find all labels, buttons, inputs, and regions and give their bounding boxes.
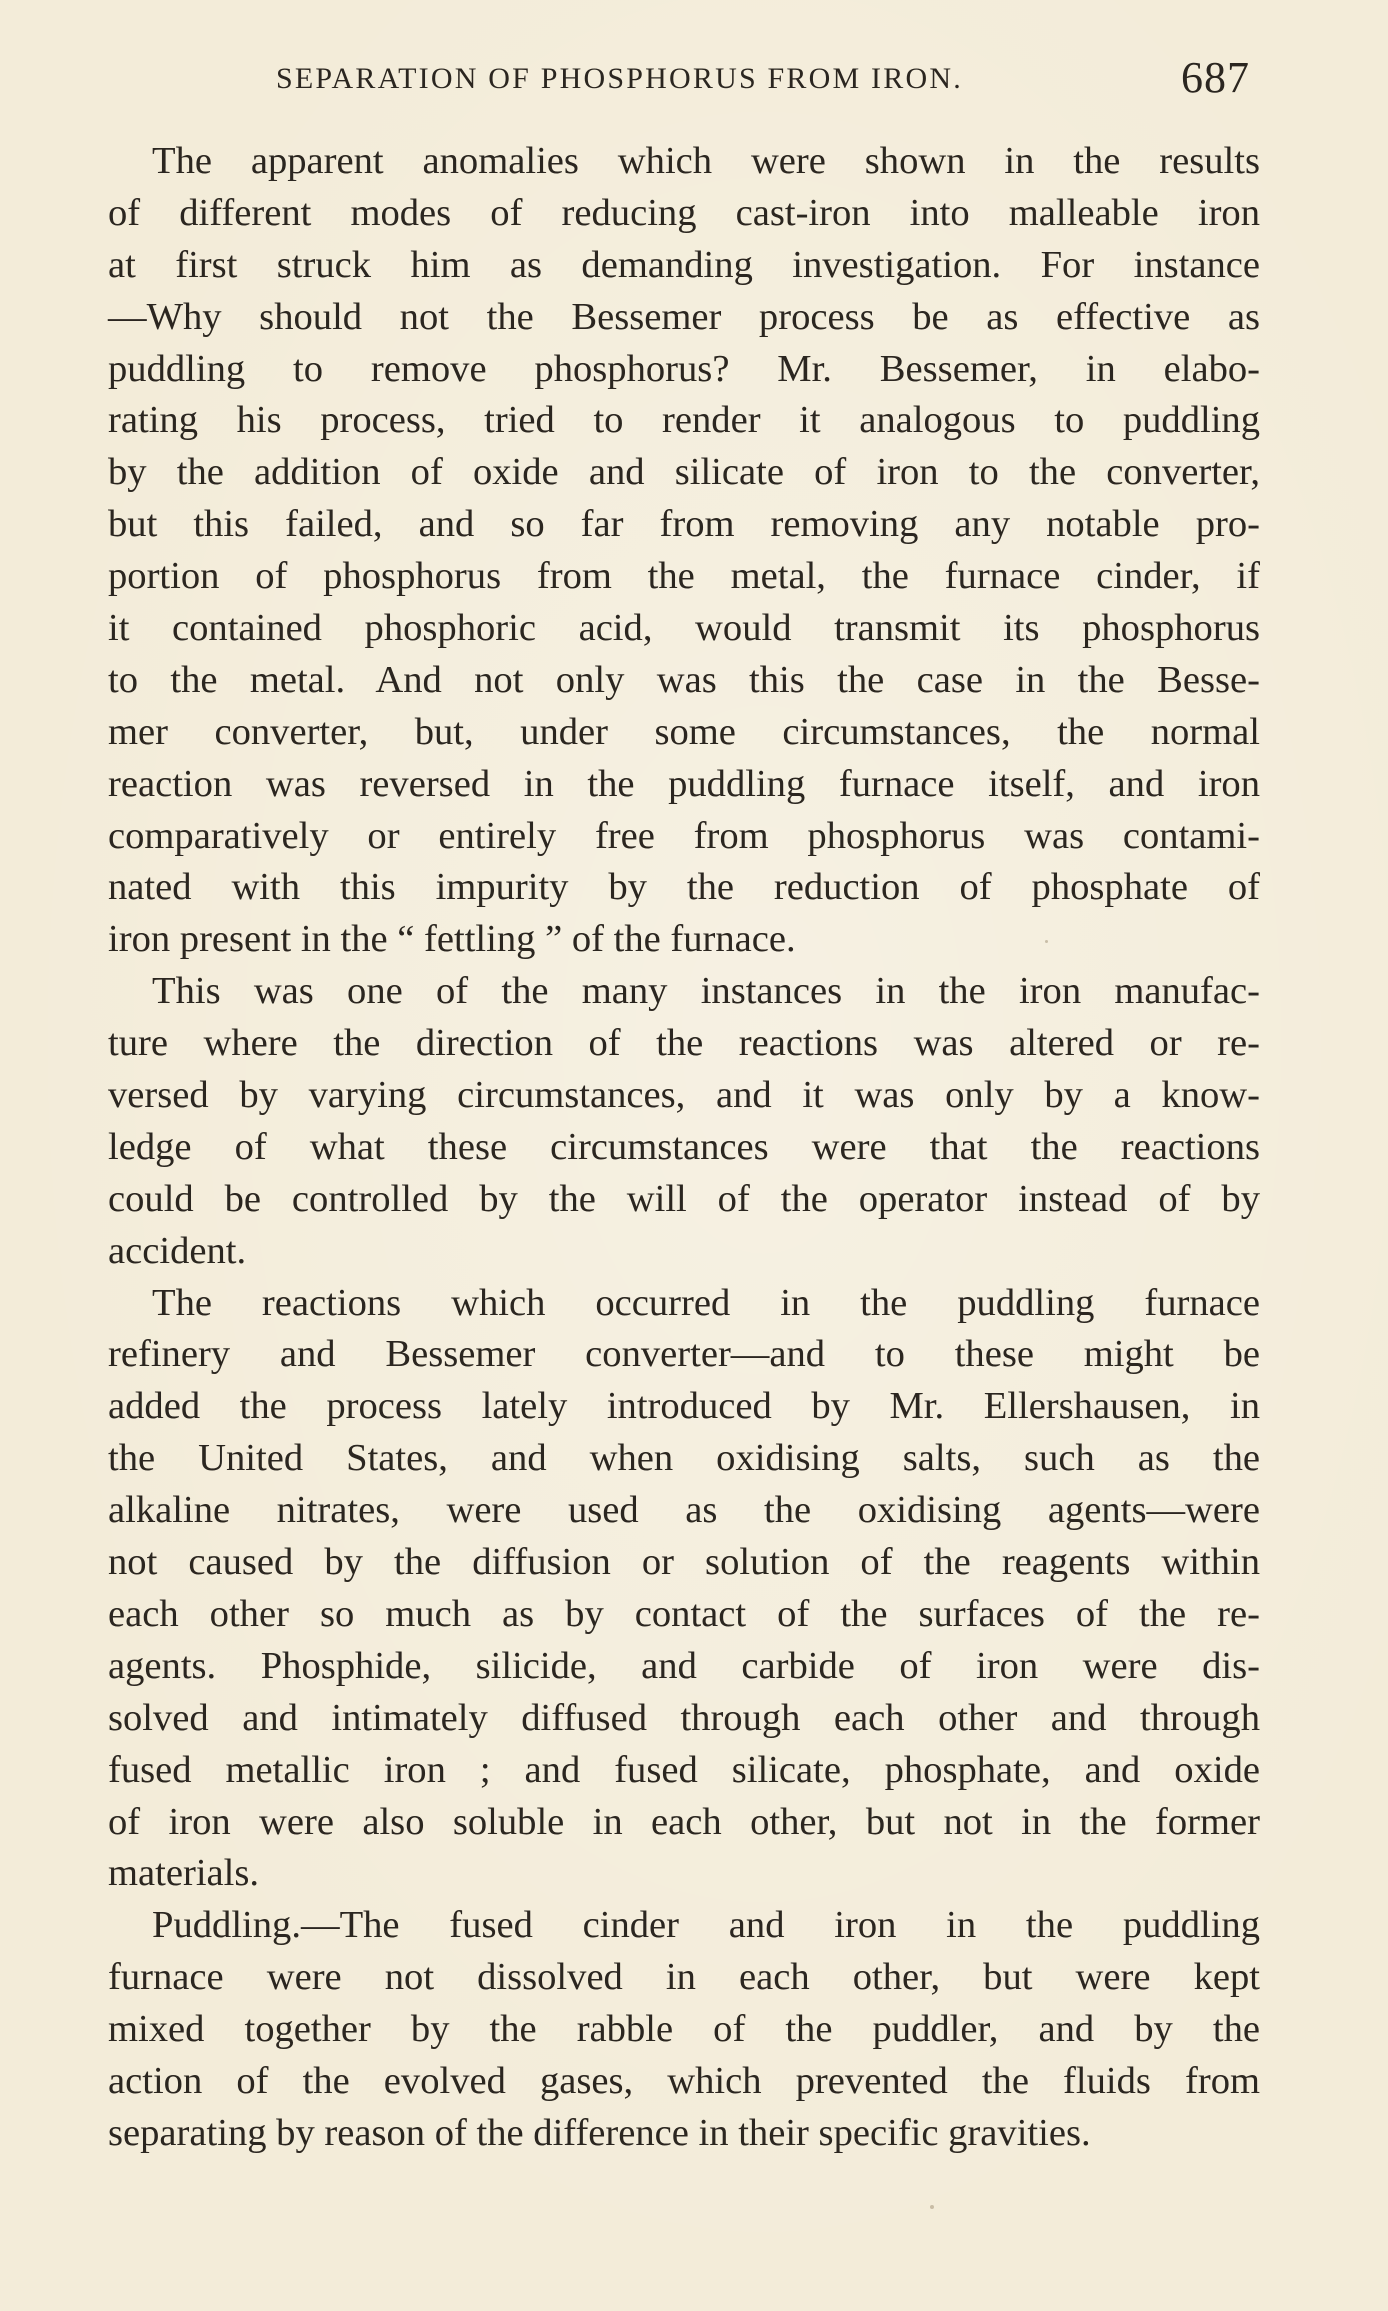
running-title: SEPARATION OF PHOSPHORUS FROM IRON.: [276, 62, 963, 95]
text-line: could be controlled by the will of the operator instead of by: [108, 1177, 1260, 1220]
text-line: materials.: [108, 1852, 260, 1895]
paragraph-1: [108, 136, 1260, 966]
paragraph-4: [108, 1900, 1260, 2159]
text-line: at first struck him as demanding investigation. For instance: [108, 243, 1260, 286]
text-line: refinery and Bessemer converter—and to these might be: [108, 1333, 1260, 1376]
text-line: ture where the direction of the reactions was altered or re-: [108, 1022, 1260, 1065]
text-line: ledge of what these circumstances were that the reactions: [108, 1125, 1260, 1168]
text-line: fused metallic iron ; and fused silicate, phosphate, and oxide: [108, 1748, 1260, 1791]
text-line: comparatively or entirely free from phosphorus was contami-: [108, 814, 1260, 857]
text-line: —Why should not the Bessemer process be as effective as: [108, 295, 1260, 338]
text-line: accident.: [108, 1229, 247, 1272]
paper-speck: [930, 2205, 934, 2209]
text-line: action of the evolved gases, which prevented the fluids from: [108, 2059, 1260, 2102]
run-in-heading: Puddling.: [152, 1904, 301, 1947]
text-line: each other so much as by contact of the surfaces of the re-: [108, 1592, 1260, 1635]
text-line: [108, 1900, 1260, 1952]
text-line: rating his process, tried to render it analogous to puddling: [108, 399, 1260, 442]
text-line: mixed together by the rabble of the puddler, and by the: [108, 2008, 1260, 2051]
text-line: The reactions which occurred in the puddling furnace: [152, 1281, 1260, 1324]
text-line: versed by varying circumstances, and it was only by a know-: [108, 1074, 1260, 1117]
page-number: 687: [1181, 53, 1250, 102]
text-line: not caused by the diffusion or solution of the reagents within: [108, 1541, 1260, 1584]
text-span: —The fused cinder and iron in the puddling: [300, 1904, 1260, 1947]
text-line: of iron were also soluble in each other, but not in the former: [108, 1800, 1260, 1843]
text-line: This was one of the many instances in the iron manufac-: [152, 970, 1260, 1013]
text-line: agents. Phosphide, silicide, and carbide of iron were dis-: [108, 1644, 1260, 1687]
text-line: solved and intimately diffused through each other and through: [108, 1696, 1260, 1739]
text-line: reaction was reversed in the puddling furnace itself, and iron: [108, 762, 1260, 805]
text-line: The apparent anomalies which were shown in the results: [152, 140, 1260, 182]
text-line: portion of phosphorus from the metal, the furnace cinder, if: [108, 555, 1260, 598]
text-line: puddling to remove phosphorus? Mr. Bessemer, in elabo-: [108, 347, 1260, 390]
text-line: to the metal. And not only was this the case in the Besse-: [108, 658, 1260, 701]
body-text: [108, 136, 1260, 2160]
text-line: iron present in the “ fettling ” of the furnace.: [108, 918, 796, 961]
paragraph-2: [108, 966, 1260, 1277]
text-line: separating by reason of the difference in their specific gravities.: [108, 2111, 1091, 2154]
text-line: alkaline nitrates, were used as the oxidising agents—were: [108, 1489, 1260, 1532]
paragraph-3: [108, 1278, 1260, 1901]
text-line: it contained phosphoric acid, would transmit its phosphorus: [108, 607, 1260, 650]
text-line: mer converter, but, under some circumstances, the normal: [108, 710, 1260, 753]
text-line: by the addition of oxide and silicate of iron to the converter,: [108, 451, 1260, 494]
paper-speck: [1045, 940, 1048, 943]
text-line: furnace were not dissolved in each other, but were kept: [108, 1956, 1260, 1999]
text-line: but this failed, and so far from removing any notable pro-: [108, 503, 1260, 546]
text-line: of different modes of reducing cast-iron into malleable iron: [108, 191, 1260, 234]
text-line: added the process lately introduced by Mr. Ellershausen, in: [108, 1385, 1260, 1428]
text-line: nated with this impurity by the reduction of phosphate of: [108, 866, 1260, 909]
text-line: the United States, and when oxidising salts, such as the: [108, 1437, 1260, 1480]
running-head: [106, 52, 1258, 112]
